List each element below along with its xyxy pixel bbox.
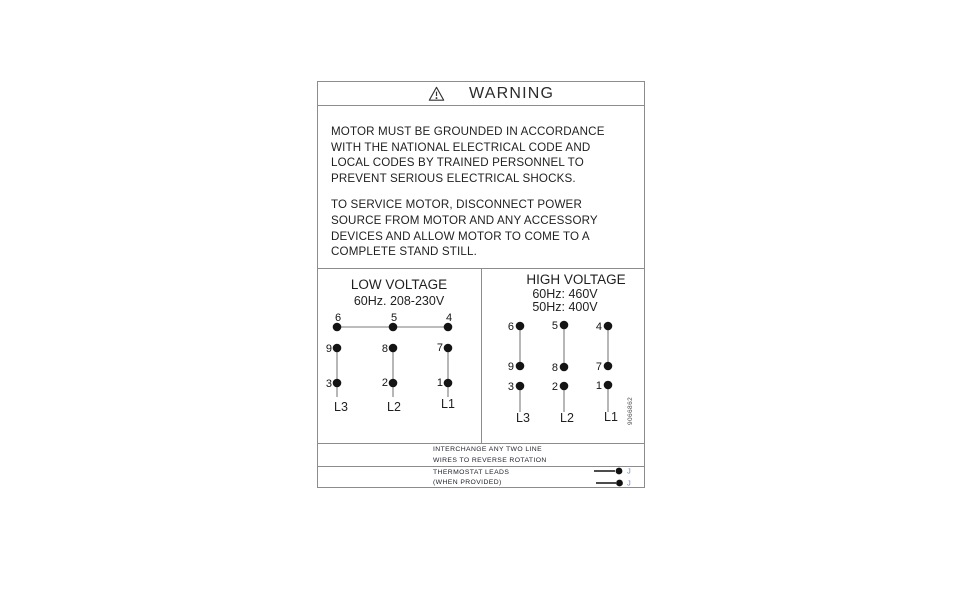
terminal-dot-5 xyxy=(560,321,569,330)
high-voltage-title: HIGH VOLTAGE xyxy=(526,272,626,287)
terminal-dot-8 xyxy=(389,344,398,353)
high-voltage-diagram xyxy=(508,272,634,425)
lead-label-j: J xyxy=(627,466,631,476)
low-voltage-diagram xyxy=(326,277,455,414)
low-voltage-title: LOW VOLTAGE xyxy=(350,277,448,292)
lead-label-j: J xyxy=(627,478,631,488)
terminal-dot-7 xyxy=(444,344,453,353)
terminal-number: 1 xyxy=(436,377,443,389)
lead-terminal-dot xyxy=(616,468,623,475)
terminal-dot-3 xyxy=(516,382,525,391)
text-line: COMPLETE STAND STILL. xyxy=(331,245,477,259)
terminal-dot-9 xyxy=(333,344,342,353)
terminal-number: 5 xyxy=(390,312,398,324)
warning-header xyxy=(318,82,644,106)
terminal-number: 6 xyxy=(507,321,514,333)
terminal-number: 4 xyxy=(445,312,453,324)
line-label-l1: L1 xyxy=(604,410,618,424)
line-label-l1: L1 xyxy=(441,397,455,411)
terminal-number: 3 xyxy=(325,378,332,390)
text-line: LOCAL CODES BY TRAINED PERSONNEL TO xyxy=(331,156,584,170)
terminal-dot-7 xyxy=(604,362,613,371)
line-label-l3: L3 xyxy=(334,400,348,414)
terminal-number: 7 xyxy=(595,361,602,373)
thermostat-lead-symbols xyxy=(588,444,642,488)
terminal-dot-9 xyxy=(516,362,525,371)
terminal-dot-1 xyxy=(444,379,453,388)
terminal-number: 2 xyxy=(381,377,388,389)
terminal-number: 3 xyxy=(507,381,514,393)
terminal-number: 6 xyxy=(334,312,342,324)
text-line: SOURCE FROM MOTOR AND ANY ACCESSORY xyxy=(331,213,598,227)
terminal-dot-4 xyxy=(604,322,613,331)
terminal-number: 9 xyxy=(325,343,332,355)
text-line: DEVICES AND ALLOW MOTOR TO COME TO A xyxy=(331,229,590,243)
terminal-number: 7 xyxy=(436,342,443,354)
terminal-dot-6 xyxy=(516,322,525,331)
terminal-dot-2 xyxy=(389,379,398,388)
lead-terminal-dot xyxy=(616,480,623,487)
terminal-number: 1 xyxy=(595,380,602,392)
terminal-dot-1 xyxy=(604,381,613,390)
text-line: MOTOR MUST BE GROUNDED IN ACCORDANCE xyxy=(331,125,605,138)
terminal-number: 5 xyxy=(551,320,558,332)
thermostat-leads-line2: (WHEN PROVIDED) xyxy=(433,479,502,486)
terminal-dot-2 xyxy=(560,382,569,391)
line-label-l3: L3 xyxy=(516,411,530,425)
terminal-dot-3 xyxy=(333,379,342,388)
thermostat-leads-line1: THERMOSTAT LEADS xyxy=(433,468,510,476)
high-voltage-subtitle-50hz: 50Hz: 400V xyxy=(532,300,598,314)
line-label-l2: L2 xyxy=(387,400,401,414)
text-line: WITH THE NATIONAL ELECTRICAL CODE AND xyxy=(331,140,591,154)
rotation-note-line1: INTERCHANGE ANY TWO LINE xyxy=(433,446,543,453)
warning-text-block xyxy=(331,124,631,271)
warning-triangle-icon xyxy=(428,86,445,102)
footer-section xyxy=(318,443,644,488)
text-line: TO SERVICE MOTOR, DISCONNECT POWER xyxy=(331,198,582,212)
terminal-number: 8 xyxy=(381,343,388,355)
rotation-note-line2: WIRES TO REVERSE ROTATION xyxy=(433,457,547,464)
motor-warning-label xyxy=(317,81,645,488)
terminal-number: 8 xyxy=(551,362,558,374)
terminal-number: 9 xyxy=(507,361,514,373)
high-voltage-subtitle-60hz: 60Hz: 460V xyxy=(532,287,598,301)
text-line: PREVENT SERIOUS ELECTRICAL SHOCKS. xyxy=(331,171,576,185)
line-label-l2: L2 xyxy=(560,411,574,425)
terminal-number: 4 xyxy=(595,321,602,333)
low-voltage-subtitle: 60Hz. 208-230V xyxy=(353,294,445,308)
wiring-diagrams xyxy=(318,268,644,443)
warning-title: WARNING xyxy=(469,85,555,102)
terminal-dot-8 xyxy=(560,363,569,372)
part-number: 9066862 xyxy=(627,396,634,425)
warning-paragraph-1 xyxy=(331,124,631,186)
terminal-number: 2 xyxy=(551,381,558,393)
warning-paragraph-2 xyxy=(331,197,631,259)
